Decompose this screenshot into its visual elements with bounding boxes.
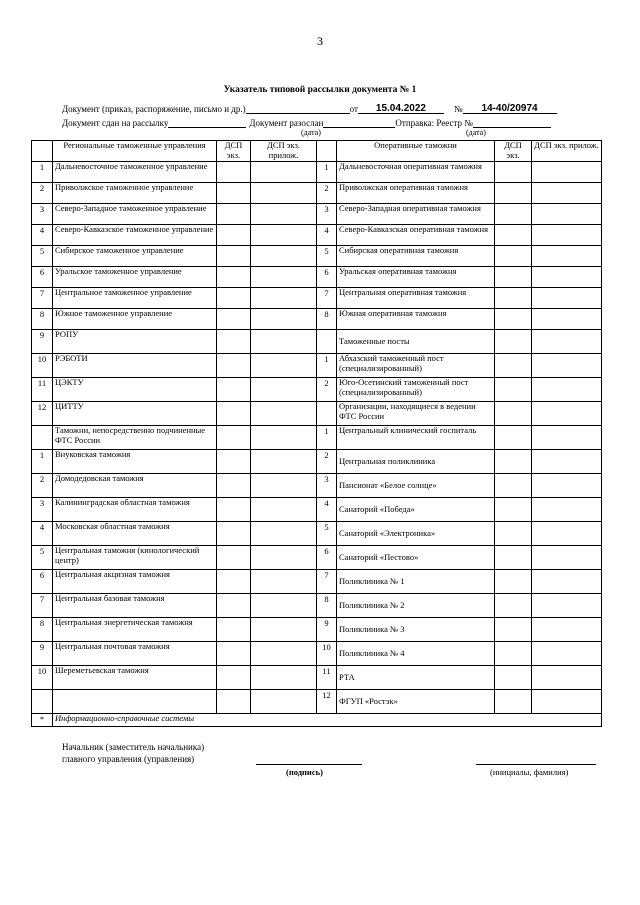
right-org-name: Приволжская оперативная таможня (337, 183, 495, 204)
sent-label: Документ сдан на рассылку (62, 118, 169, 128)
initials-hint: (инициалы, фамилия) (490, 767, 569, 777)
right-org-name: Абхазский таможенный пост (специализированный) (337, 354, 495, 378)
left-row-number: 7 (32, 594, 53, 618)
left-dsp-copies-cell (217, 642, 251, 666)
left-dsp-copies-cell (217, 426, 251, 450)
table-row (32, 330, 602, 354)
right-row-number: 2 (317, 183, 337, 204)
left-row-number: 11 (32, 378, 53, 402)
left-dsp-copies-cell (217, 309, 251, 330)
right-dsp-copies-cell (495, 309, 532, 330)
left-dsp-attach-cell (251, 522, 317, 546)
left-org-name: Центральное таможенное управление (53, 288, 217, 309)
left-dsp-attach-cell (251, 474, 317, 498)
header-dsp-copies-right: ДСП экз. (495, 141, 532, 162)
table-row (32, 204, 602, 225)
left-org-name: Домодедовская таможня (53, 474, 217, 498)
right-dsp-attach-cell (532, 309, 602, 330)
registry-number-blank (473, 117, 551, 128)
mailing-table (31, 140, 602, 727)
left-row-number: 10 (32, 354, 53, 378)
left-dsp-copies-cell (217, 522, 251, 546)
right-dsp-copies-cell (495, 450, 532, 474)
doc-number-value: 14-40/20974 (481, 103, 538, 114)
header-num-right (317, 141, 337, 162)
left-dsp-attach-cell (251, 309, 317, 330)
right-dsp-attach-cell (532, 378, 602, 402)
right-row-number: 1 (317, 162, 337, 183)
document-title: Указатель типовой рассылки документа № 1 (223, 85, 417, 95)
signature-blank (256, 764, 362, 765)
right-dsp-attach-cell (532, 450, 602, 474)
right-dsp-copies-cell (495, 288, 532, 309)
table-row (32, 183, 602, 204)
right-row-number: 12 (317, 690, 337, 714)
header-operative: Оперативные таможни (337, 141, 495, 162)
right-dsp-copies-cell (495, 162, 532, 183)
left-org-name: Дальневосточное таможенное управление (53, 162, 217, 183)
signature-hint: (подпись) (286, 767, 323, 777)
right-dsp-attach-cell (532, 426, 602, 450)
right-org-name: Уральская оперативная таможня (337, 267, 495, 288)
header-line-2 (62, 117, 551, 128)
right-dsp-attach-cell (532, 522, 602, 546)
right-org-name: РТА (337, 666, 495, 690)
left-org-name: Центральная базовая таможня (53, 594, 217, 618)
right-row-number: 5 (317, 522, 337, 546)
left-dsp-attach-cell (251, 570, 317, 594)
right-dsp-copies-cell (495, 690, 532, 714)
right-dsp-copies-cell (495, 570, 532, 594)
right-row-number (317, 402, 337, 426)
left-dsp-copies-cell (217, 246, 251, 267)
table-row (32, 522, 602, 546)
left-row-number: 6 (32, 570, 53, 594)
right-dsp-attach-cell (532, 570, 602, 594)
right-dsp-copies-cell (495, 354, 532, 378)
header-line-1 (62, 103, 557, 114)
date-value: 15.04.2022 (375, 103, 426, 114)
right-dsp-attach-cell (532, 354, 602, 378)
right-row-number: 6 (317, 546, 337, 570)
left-dsp-attach-cell (251, 288, 317, 309)
right-org-name: Пансионат «Белое солнце» (337, 474, 495, 498)
right-row-number: 11 (317, 666, 337, 690)
left-dsp-attach-cell (251, 594, 317, 618)
right-dsp-copies-cell (495, 225, 532, 246)
right-org-name: Таможенные посты (337, 330, 495, 354)
left-row-number: 5 (32, 246, 53, 267)
table-row (32, 426, 602, 450)
left-dsp-copies-cell (217, 225, 251, 246)
right-org-name: Дальневосточная оперативная таможня (337, 162, 495, 183)
right-org-name: Санаторий «Электроника» (337, 522, 495, 546)
right-org-name: Поликлиника № 1 (337, 570, 495, 594)
right-dsp-attach-cell (532, 288, 602, 309)
table-header-row (32, 141, 602, 162)
right-org-name: ФГУП «Ростэк» (337, 690, 495, 714)
right-dsp-copies-cell (495, 642, 532, 666)
header-num-left (32, 141, 53, 162)
right-dsp-copies-cell (495, 246, 532, 267)
right-row-number: 2 (317, 378, 337, 402)
left-dsp-attach-cell (251, 618, 317, 642)
doc-type-label: Документ (приказ, распоряжение, письмо и др.) (62, 104, 246, 114)
right-row-number: 4 (317, 498, 337, 522)
left-row-number: 8 (32, 309, 53, 330)
table-row (32, 666, 602, 690)
table-row (32, 642, 602, 666)
table-row (32, 594, 602, 618)
right-row-number: 4 (317, 225, 337, 246)
right-dsp-attach-cell (532, 330, 602, 354)
left-dsp-attach-cell (251, 354, 317, 378)
right-dsp-attach-cell (532, 162, 602, 183)
right-dsp-copies-cell (495, 330, 532, 354)
left-dsp-copies-cell (217, 162, 251, 183)
left-org-name: РЭБОТИ (53, 354, 217, 378)
right-row-number: 2 (317, 450, 337, 474)
left-dsp-copies-cell (217, 618, 251, 642)
right-org-name: Северо-Западная оперативная таможня (337, 204, 495, 225)
left-row-number: 5 (32, 546, 53, 570)
table-row (32, 474, 602, 498)
right-dsp-copies-cell (495, 426, 532, 450)
right-dsp-copies-cell (495, 204, 532, 225)
right-row-number: 3 (317, 474, 337, 498)
left-dsp-copies-cell (217, 354, 251, 378)
right-dsp-attach-cell (532, 642, 602, 666)
date-hint-2: (дата) (466, 128, 486, 137)
right-dsp-copies-cell (495, 402, 532, 426)
left-dsp-attach-cell (251, 378, 317, 402)
right-org-name: Санаторий «Победа» (337, 498, 495, 522)
left-row-number: 12 (32, 402, 53, 426)
left-row-number (32, 426, 53, 450)
left-dsp-copies-cell (217, 330, 251, 354)
right-dsp-attach-cell (532, 402, 602, 426)
right-row-number (317, 330, 337, 354)
right-row-number: 5 (317, 246, 337, 267)
right-row-number: 9 (317, 618, 337, 642)
right-dsp-attach-cell (532, 618, 602, 642)
distributed-label: Документ разослан (249, 118, 324, 128)
left-dsp-attach-cell (251, 162, 317, 183)
signer-position-line2: главного управления (управления) (62, 754, 195, 764)
left-org-name: Внуковская таможня (53, 450, 217, 474)
left-dsp-attach-cell (251, 402, 317, 426)
table-row (32, 162, 602, 183)
from-label: от (349, 104, 358, 114)
left-dsp-copies-cell (217, 450, 251, 474)
doc-type-blank (246, 103, 350, 114)
left-org-name: Северо-Западное таможенное управление (53, 204, 217, 225)
right-row-number: 7 (317, 570, 337, 594)
right-dsp-copies-cell (495, 474, 532, 498)
right-org-name: Центральная оперативная таможня (337, 288, 495, 309)
left-org-name: Центральная энергетическая таможня (53, 618, 217, 642)
table-row (32, 246, 602, 267)
distributed-date-blank (323, 117, 395, 128)
right-org-name: Поликлиника № 2 (337, 594, 495, 618)
header-regional: Региональные таможенные управления (53, 141, 217, 162)
right-dsp-attach-cell (532, 204, 602, 225)
right-dsp-attach-cell (532, 474, 602, 498)
table-row (32, 354, 602, 378)
table-row (32, 378, 602, 402)
page-number: 3 (317, 34, 323, 48)
left-row-number: 4 (32, 225, 53, 246)
left-dsp-attach-cell (251, 225, 317, 246)
right-dsp-attach-cell (532, 183, 602, 204)
left-dsp-copies-cell (217, 288, 251, 309)
right-org-name: Поликлиника № 3 (337, 618, 495, 642)
header-dsp-attach-right: ДСП экз. прилож. (532, 141, 602, 162)
table-row (32, 402, 602, 426)
left-dsp-attach-cell (251, 498, 317, 522)
left-dsp-attach-cell (251, 642, 317, 666)
left-row-number: 9 (32, 330, 53, 354)
right-dsp-attach-cell (532, 594, 602, 618)
left-dsp-copies-cell (217, 594, 251, 618)
left-org-name: Приволжское таможенное управление (53, 183, 217, 204)
right-row-number: 3 (317, 204, 337, 225)
left-dsp-copies-cell (217, 570, 251, 594)
right-org-name: Южная оперативная таможня (337, 309, 495, 330)
number-field (463, 103, 557, 114)
left-row-number (32, 690, 53, 714)
left-row-number: 2 (32, 474, 53, 498)
right-dsp-attach-cell (532, 666, 602, 690)
left-dsp-attach-cell (251, 246, 317, 267)
left-dsp-copies-cell (217, 498, 251, 522)
table-row (32, 546, 602, 570)
left-dsp-copies-cell (217, 378, 251, 402)
right-dsp-copies-cell (495, 594, 532, 618)
right-row-number: 1 (317, 426, 337, 450)
right-org-name: Поликлиника № 4 (337, 642, 495, 666)
left-org-name (53, 690, 217, 714)
left-dsp-copies-cell (217, 267, 251, 288)
left-row-number: 2 (32, 183, 53, 204)
table-row (32, 288, 602, 309)
left-dsp-attach-cell (251, 450, 317, 474)
left-row-number: 8 (32, 618, 53, 642)
table-row (32, 618, 602, 642)
left-dsp-copies-cell (217, 546, 251, 570)
right-org-name: Центральный клинический госпиталь (337, 426, 495, 450)
right-dsp-attach-cell (532, 546, 602, 570)
left-org-name: Московская областная таможня (53, 522, 217, 546)
left-org-name: Уральское таможенное управление (53, 267, 217, 288)
right-dsp-attach-cell (532, 690, 602, 714)
right-dsp-copies-cell (495, 498, 532, 522)
initials-blank (476, 764, 596, 765)
table-row (32, 690, 602, 714)
left-row-number: 3 (32, 498, 53, 522)
table-row (32, 225, 602, 246)
left-org-name: Южное таможенное управление (53, 309, 217, 330)
left-dsp-copies-cell (217, 204, 251, 225)
left-row-number: 1 (32, 162, 53, 183)
right-dsp-copies-cell (495, 378, 532, 402)
right-row-number: 1 (317, 354, 337, 378)
right-org-name: Юго-Осетинский таможенный пост (специализированный) (337, 378, 495, 402)
left-row-number: 1 (32, 450, 53, 474)
signer-position-line1: Начальник (заместитель начальника) (62, 742, 205, 752)
left-row-number: 9 (32, 642, 53, 666)
number-label: № (453, 104, 463, 114)
right-dsp-copies-cell (495, 183, 532, 204)
left-dsp-attach-cell (251, 330, 317, 354)
table-row (32, 450, 602, 474)
left-org-name: ЦЭКТУ (53, 378, 217, 402)
right-dsp-copies-cell (495, 618, 532, 642)
right-org-name: Организации, находящиеся в ведении ФТС России (337, 402, 495, 426)
left-dsp-attach-cell (251, 690, 317, 714)
right-dsp-attach-cell (532, 498, 602, 522)
left-org-name: Центральная акцизная таможня (53, 570, 217, 594)
left-dsp-attach-cell (251, 183, 317, 204)
left-org-name: Шереметьевская таможня (53, 666, 217, 690)
right-org-name: Санаторий «Пестово» (337, 546, 495, 570)
right-dsp-attach-cell (532, 225, 602, 246)
left-dsp-copies-cell (217, 690, 251, 714)
right-org-name: Центральная поликлиника (337, 450, 495, 474)
left-dsp-attach-cell (251, 666, 317, 690)
table-row (32, 570, 602, 594)
footer-info-systems: Информационно-справочные системы (53, 714, 602, 727)
header-dsp-attach: ДСП экз. прилож. (251, 141, 317, 162)
left-org-name: Сибирское таможенное управление (53, 246, 217, 267)
left-row-number: 7 (32, 288, 53, 309)
table-footer-row (32, 714, 602, 727)
date-hint-1: (дата) (301, 128, 321, 137)
table-row (32, 267, 602, 288)
left-row-number: 6 (32, 267, 53, 288)
left-row-number: 3 (32, 204, 53, 225)
left-row-number: 10 (32, 666, 53, 690)
left-org-name: Центральная таможня (кинологический центр) (53, 546, 217, 570)
left-org-name: РОПУ (53, 330, 217, 354)
right-row-number: 6 (317, 267, 337, 288)
left-org-name: Северо-Кавказское таможенное управление (53, 225, 217, 246)
left-org-name: Таможни, непосредственно подчиненные ФТС России (53, 426, 217, 450)
right-dsp-attach-cell (532, 246, 602, 267)
right-dsp-copies-cell (495, 522, 532, 546)
left-dsp-copies-cell (217, 666, 251, 690)
right-row-number: 8 (317, 594, 337, 618)
left-row-number: 4 (32, 522, 53, 546)
right-dsp-copies-cell (495, 666, 532, 690)
header-dsp-copies: ДСП экз. (217, 141, 251, 162)
left-org-name: Калининградская областная таможня (53, 498, 217, 522)
left-org-name: Центральная почтовая таможня (53, 642, 217, 666)
right-row-number: 10 (317, 642, 337, 666)
right-row-number: 8 (317, 309, 337, 330)
left-dsp-attach-cell (251, 267, 317, 288)
left-dsp-attach-cell (251, 204, 317, 225)
table-row (32, 309, 602, 330)
left-dsp-copies-cell (217, 402, 251, 426)
left-dsp-attach-cell (251, 546, 317, 570)
date-field (358, 103, 444, 114)
left-org-name: ЦИТТУ (53, 402, 217, 426)
sent-date-blank (168, 117, 246, 128)
table-row (32, 498, 602, 522)
right-row-number: 7 (317, 288, 337, 309)
right-dsp-copies-cell (495, 546, 532, 570)
footer-mark: * (32, 714, 53, 727)
right-org-name: Северо-Кавказская оперативная таможня (337, 225, 495, 246)
right-dsp-copies-cell (495, 267, 532, 288)
left-dsp-attach-cell (251, 426, 317, 450)
right-org-name: Сибирская оперативная таможня (337, 246, 495, 267)
right-dsp-attach-cell (532, 267, 602, 288)
left-dsp-copies-cell (217, 474, 251, 498)
dispatch-label: Отправка: Реестр № (395, 118, 473, 128)
left-dsp-copies-cell (217, 183, 251, 204)
